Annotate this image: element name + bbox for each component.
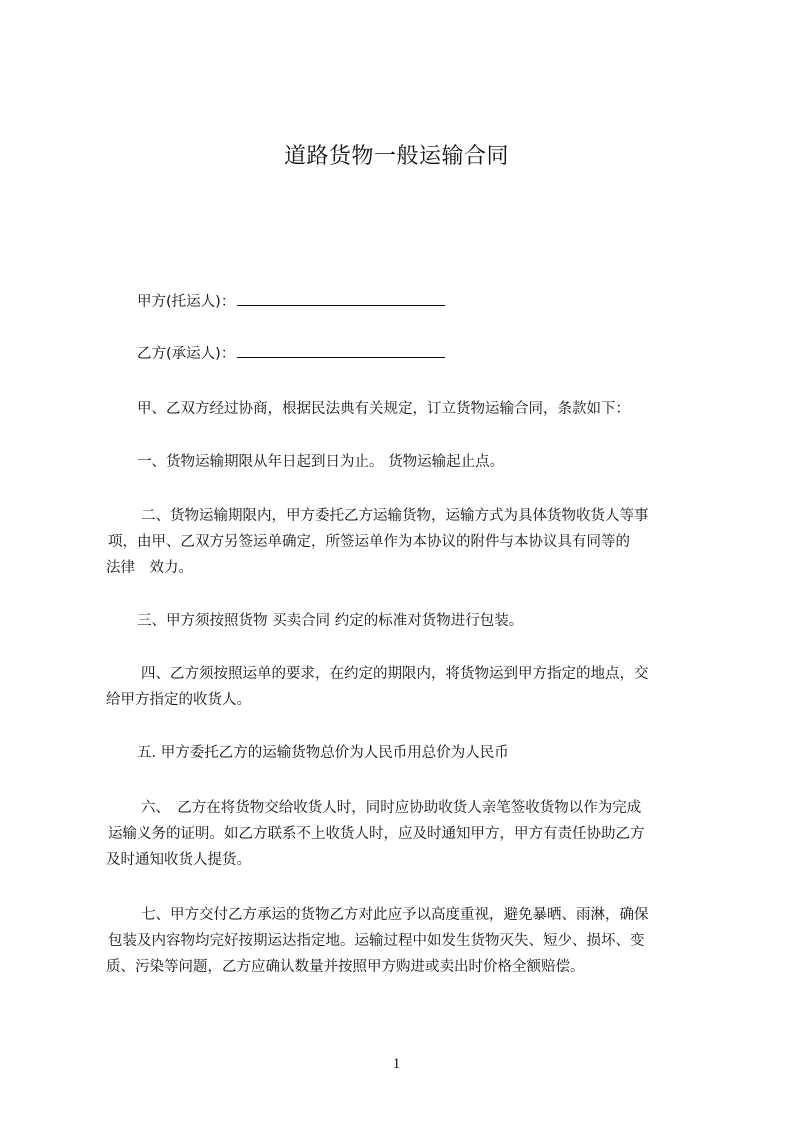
party-a-line	[137, 291, 445, 313]
clause-7-line-1: 七、甲方交付乙方承运的货物乙方对此应予以高度重视，避免暴晒、雨淋，确保	[141, 907, 649, 923]
clause-2-line-1: 二、货物运输期限内，甲方委托乙方运输货物，运输方式为具体货物收货人等事	[141, 508, 649, 524]
party-a-blank	[237, 291, 445, 306]
party-b-blank	[237, 343, 445, 358]
clause-1: 一、货物运输期限从年日起到日为止。 货物运输起止点。	[137, 454, 505, 470]
party-b-label: 乙方(承运人)：	[137, 346, 236, 362]
page-number: 1	[392, 1056, 401, 1072]
document-title: 道路货物一般运输合同	[283, 144, 509, 169]
clause-6-line-2: 运输义务的证明。如乙方联系不上收货人时，应及时通知甲方，甲方有责任协助乙方	[108, 826, 645, 842]
party-b-line	[137, 343, 445, 365]
party-a-label: 甲方(托运人)：	[137, 294, 236, 310]
clause-6-line-3: 及时通知收货人提货。	[106, 852, 251, 868]
clause-2-line-3: 法律 效力。	[106, 560, 193, 576]
clause-2-line-2: 项，由甲、乙双方另签运单确定，所签运单作为本协议的附件与本协议具有同等的	[108, 534, 630, 550]
clause-7-line-2: 包装及内容物均完好按期运达指定地。运输过程中如发生货物灭失、短少、损坏、变	[108, 933, 645, 949]
clause-4-line-1: 四、乙方须按照运单的要求，在约定的期限内，将货物运到甲方指定的地点，交	[141, 666, 649, 682]
clause-3: 三、甲方须按照货物 买卖合同 约定的标准对货物进行包装。	[137, 613, 524, 629]
clause-7-line-3: 质、污染等问题，乙方应确认数量并按照甲方购进或卖出时价格全额赔偿。	[106, 959, 585, 975]
clause-6-line-1: 六、 乙方在将货物交给收货人时，同时应协助收货人亲笔签收货物以作为完成	[141, 800, 642, 816]
clause-4-line-2: 给甲方指定的收货人。	[106, 692, 251, 708]
intro-paragraph: 甲、乙双方经过协商，根据民法典有关规定，订立货物运输合同，条款如下：	[137, 401, 630, 417]
clause-5: 五. 甲方委托乙方的运输货物总价为人民币用总价为人民币	[137, 745, 509, 761]
